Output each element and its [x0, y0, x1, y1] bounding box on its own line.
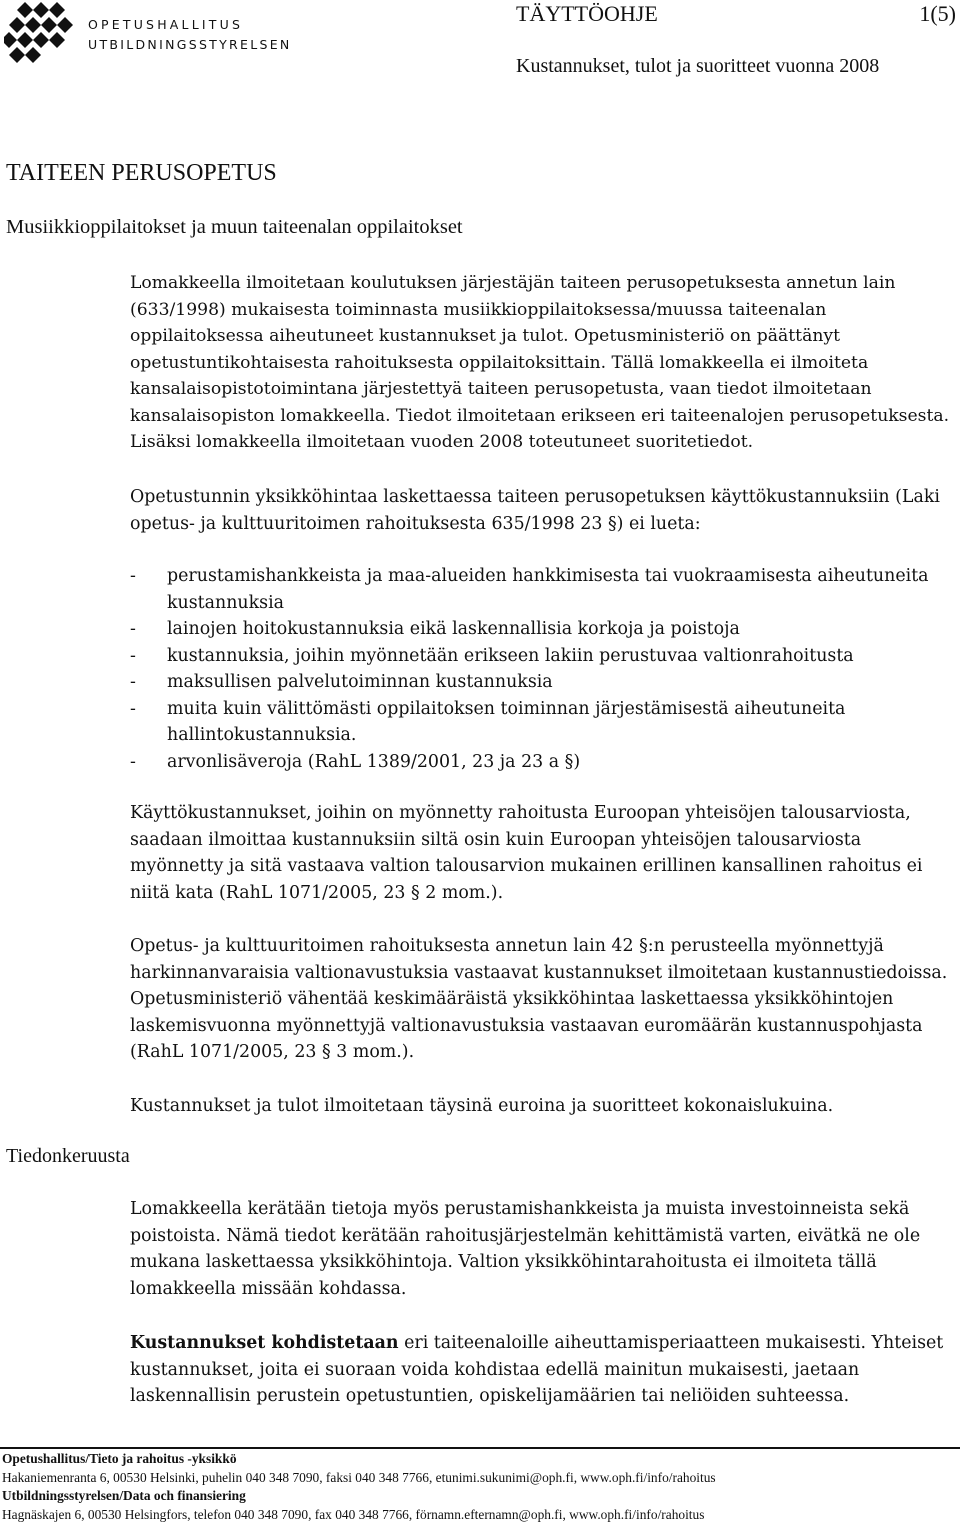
page-number: 1(5) [919, 1, 956, 26]
exclusions-list [130, 563, 940, 775]
footer-org-swedish: Utbildningsstyrelsen/Data och finansiering [2, 1488, 246, 1504]
list-item-text: perustamishankkeista ja maa-alueiden hankkimisesta tai vuokraamisesta aiheutuneita kustannuksia [167, 566, 929, 613]
paragraph-text: Lomakkeella kerätään tietoja myös perustamishankkeista ja muista investoinneista sekä poistoista. Nämä tiedot kerätään rahoitusjärjestelmän kehittämistä varten, eivätkä ne ole mukana laskettaessa yksikköhintoja. Valtion yksikköhintarahoitusta ei ilmoiteta tällä lomakkeella missään kohdassa. [130, 1199, 921, 1299]
diamond-logo-icon [4, 2, 78, 64]
list-item-text: arvonlisäveroja (RahL 1389/2001, 23 ja 23 a §) [167, 751, 581, 772]
sub-title: Musiikkioppilaitokset ja muun taiteenalan oppilaitokset [6, 216, 463, 238]
side-label: Tiedonkeruusta [6, 1145, 130, 1167]
paragraph-rounding [130, 1093, 950, 1120]
logo-text-swedish: UTBILDNINGSSTYRELSEN [88, 37, 292, 52]
organization-logo [4, 2, 292, 64]
document-type: TÄYTTÖOHJE [516, 1, 658, 26]
paragraph-investments [130, 1196, 950, 1302]
list-item: - kustannuksia, joihin myönnetään erikseen lakiin perustuvaa valtionrahoitusta [130, 645, 854, 666]
list-item-text: maksullisen palvelutoiminnan kustannuksia [167, 672, 553, 692]
footer-address-swedish: Hagnäskajen 6, 00530 Helsingfors, telefon 040 348 7090, fax 040 348 7766, förnamn.efternamn@oph.fi, www.oph.fi/info/rahoitus [2, 1506, 705, 1522]
list-item: - maksullisen palvelutoiminnan kustannuksia [130, 672, 553, 692]
list-item-text: kustannuksia, joihin myönnetään erikseen lakiin perustuvaa valtionrahoitusta [167, 645, 854, 666]
logo-text-finnish: OPETUSHALLITUS [88, 17, 244, 32]
list-item: - lainojen hoitokustannuksia eikä laskennallisia korkoja ja poistoja [130, 619, 740, 639]
list-item: - arvonlisäveroja (RahL 1389/2001, 23 ja 23 a §) [130, 751, 581, 772]
paragraph-rest: eri taiteenaloille aiheuttamisperiaatteen mukaisesti. Yhteiset kustannukset, joita ei suoraan voida kohdistaa edellä mainitun mukaisesti, jaetaan laskennallisin perustein opetustuntien, opiskelijamäärien tai neliöiden suhteessa. [130, 1333, 944, 1406]
footer-address-finnish: Hakaniemenranta 6, 00530 Helsinki, puhelin 040 348 7090, faksi 040 348 7766, etunimi.sukunimi@oph.fi, www.oph.fi/info/rahoitus [2, 1469, 716, 1485]
document-subtitle: Kustannukset, tulot ja suoritteet vuonna 2008 [516, 55, 880, 77]
paragraph-text: Lomakkeella ilmoitetaan koulutuksen järjestäjän taiteen perusopetuksesta annetun lain (633/1998) mukaisesta toiminnasta musiikkioppilaitoksessa/muussa taiteenalan oppilaitoksessa aiheutuneet kustannukset ja tulot. Opetusministeriö on päättänyt opetustuntikohtaisesta rahoituksesta oppilaitoksittain. Tällä lomakkeella ei ilmoiteta kansalaisopistotoimintana järjestettyä taiteen perusopetusta, vaan tiedot ilmoitetaan kansalaisopiston lomakkeella. Tiedot ilmoitetaan erikseen eri taiteenalojen perusopetuksesta. Lisäksi lomakkeella ilmoitetaan vuoden 2008 toteutuneet suoritetiedot. [130, 273, 950, 452]
paragraph-state-grants [130, 933, 950, 1066]
list-item: - muita kuin välittömästi oppilaitoksen toiminnan järjestämisestä aiheutuneita hallintokustannuksia. [130, 698, 846, 745]
paragraph-allocation [130, 1330, 950, 1410]
list-item-text: lainojen hoitokustannuksia eikä laskennallisia korkoja ja poistoja [167, 619, 740, 639]
paragraph-text: Käyttökustannukset, joihin on myönnetty rahoitusta Euroopan yhteisöjen talousarviosta, saadaan ilmoittaa kustannuksiin siltä osin kuin Euroopan yhteisöjen talousarviosta myönnetty ja sitä vastaava valtion talousarvion mukainen erillinen kansallinen rahoitus ei niitä kata (RahL 1071/2005, 23 § 2 mom.). [130, 803, 923, 903]
list-item-text: muita kuin välittömästi oppilaitoksen toiminnan järjestämisestä aiheutuneita hallintokustannuksia. [167, 698, 846, 745]
paragraph-exclusions-intro [130, 484, 950, 537]
main-title: TAITEEN PERUSOPETUS [6, 160, 277, 186]
list-item: - perustamishankkeista ja maa-alueiden hankkimisesta tai vuokraamisesta aiheutuneita kustannuksia [130, 566, 929, 613]
footer-divider [0, 1447, 960, 1449]
paragraph-text: Opetustunnin yksikköhintaa laskettaessa taiteen perusopetuksen käyttökustannuksiin (Laki opetus- ja kulttuuritoimen rahoituksesta 635/1998 23 §) ei lueta: [130, 487, 940, 534]
paragraph-text: Kustannukset ja tulot ilmoitetaan täysinä euroina ja suoritteet kokonaislukuina. [130, 1096, 834, 1116]
footer [2, 1450, 952, 1524]
paragraph-text: Opetus- ja kulttuuritoimen rahoituksesta annetun lain 42 §:n perusteella myönnettyjä harkinnanvaraisia valtionavustuksia vastaavat kustannukset ilmoitetaan kustannustiedoissa. Opetusministeriö vähentää keskimääräistä yksikköhintaa laskettaessa yksikköhintojen laskemisvuonna myönnettyjä valtionavustuksia vastaavan euromäärän kustannuspohjasta (RahL 1071/2005, 23 § 3 mom.). [130, 936, 948, 1062]
paragraph-text [130, 1330, 950, 1410]
bold-lead: Kustannukset kohdistetaan [130, 1333, 399, 1353]
footer-org-finnish: Opetushallitus/Tieto ja rahoitus -yksikkö [2, 1451, 237, 1466]
paragraph-intro [130, 270, 950, 456]
paragraph-eu-funding [130, 800, 950, 906]
